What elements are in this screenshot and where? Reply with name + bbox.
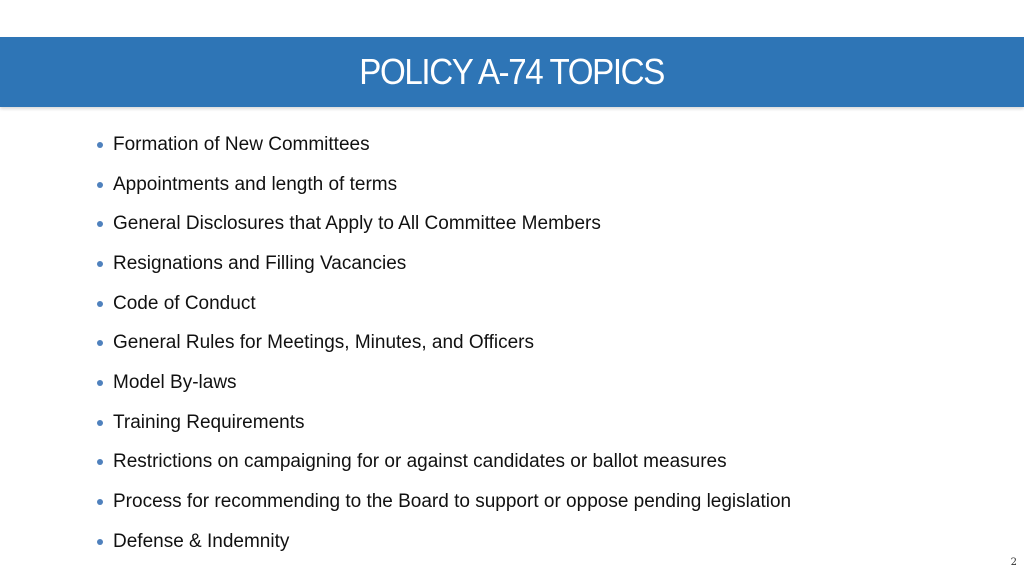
list-item — [97, 403, 791, 443]
list-item-text: Process for recommending to the Board to support or oppose pending legislation — [113, 491, 792, 513]
list-item — [97, 522, 791, 562]
bullet-icon — [97, 340, 103, 346]
bullet-icon — [97, 459, 103, 465]
list-item-text: Restrictions on campaigning for or against candidates or ballot measures — [113, 451, 727, 473]
list-item-text: General Disclosures that Apply to All Committee Members — [113, 213, 601, 235]
list-item — [97, 443, 791, 483]
list-item — [97, 244, 791, 284]
bullet-icon — [97, 499, 103, 505]
bullet-icon — [97, 301, 103, 307]
list-item-text: Code of Conduct — [113, 292, 256, 314]
list-item-text: Appointments and length of terms — [113, 173, 398, 195]
list-item-text: Defense & Indemnity — [113, 530, 290, 552]
list-item — [97, 165, 791, 205]
bullet-icon — [97, 221, 103, 227]
bullet-icon — [97, 261, 103, 267]
slide-title: POLICY A-74 TOPICS — [359, 51, 665, 92]
list-item — [97, 363, 791, 403]
list-item — [97, 323, 791, 363]
bullet-icon — [97, 380, 103, 386]
list-item-text: Model By-laws — [113, 371, 237, 393]
topics-list — [97, 125, 791, 562]
list-item-text: General Rules for Meetings, Minutes, and Officers — [113, 332, 535, 354]
page-number: 2 — [1010, 557, 1017, 568]
title-band — [0, 37, 1024, 107]
list-item — [97, 284, 791, 324]
list-item-text: Resignations and Filling Vacancies — [113, 252, 407, 274]
list-item-text: Training Requirements — [113, 411, 305, 433]
list-item — [97, 482, 791, 522]
bullet-icon — [97, 182, 103, 188]
list-item — [97, 204, 791, 244]
list-item — [97, 125, 791, 165]
bullet-icon — [97, 539, 103, 545]
list-item-text: Formation of New Committees — [113, 133, 370, 155]
bullet-icon — [97, 420, 103, 426]
bullet-icon — [97, 142, 103, 148]
